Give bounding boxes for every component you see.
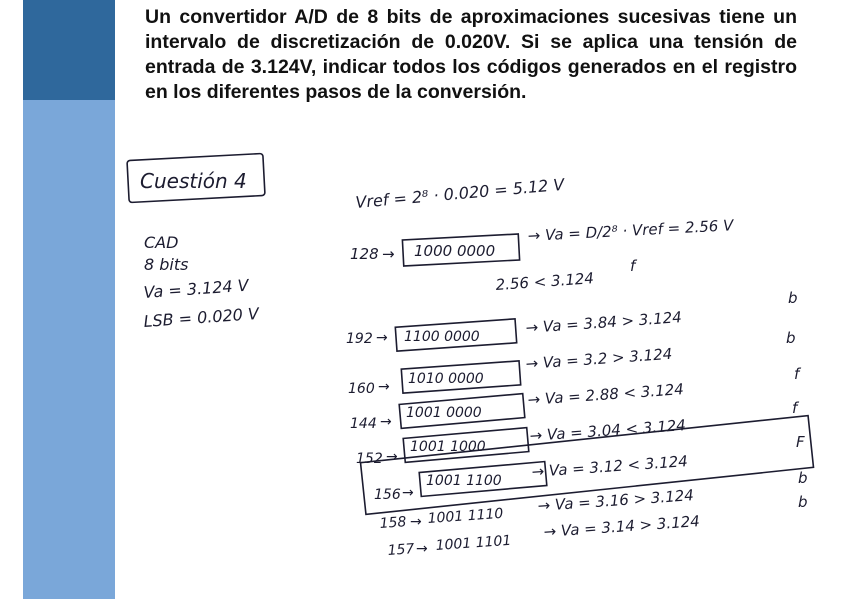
step-7-code: 1001 1110 [427, 505, 504, 527]
svg-text:→: → [416, 541, 428, 557]
step-8-code: 1001 1101 [435, 532, 512, 554]
step-5-dec: 152 [356, 451, 383, 467]
handwritten-solution [118, 143, 815, 563]
step-3-dec: 160 [348, 381, 375, 397]
left-line-3: Va = 3.124 V [142, 275, 250, 302]
step-6-code: 1001 1100 [426, 473, 502, 489]
step-5-result: → Va = 3.04 < 3.124 [529, 416, 687, 445]
compare-line: 2.56 < 3.124 [495, 269, 595, 294]
sidebar-accent-light [23, 100, 115, 599]
step-4-result: → Va = 2.88 < 3.124 [527, 380, 685, 409]
step-1-code: 1000 0000 [414, 242, 496, 260]
step-4-code: 1001 0000 [406, 405, 482, 421]
step-6-dec: 156 [374, 487, 401, 503]
svg-text:→: → [376, 330, 388, 346]
step-5-code: 1001 1000 [410, 439, 486, 455]
step-4-dec: 144 [350, 416, 377, 432]
step-6-mark: F [796, 433, 805, 451]
left-line-4: LSB = 0.020 V [142, 303, 260, 331]
svg-text:→: → [410, 514, 422, 530]
left-line-1: CAD [144, 233, 179, 252]
compare-mark: f [630, 257, 636, 275]
va-formula: → Va = D/2⁸ · Vref = 2.56 V [527, 216, 734, 245]
step-3-code: 1010 0000 [408, 371, 484, 387]
step-2-code: 1100 0000 [404, 329, 480, 345]
step-1-dec: 128 [350, 245, 379, 263]
step-7-result: → Va = 3.16 > 3.124 [537, 486, 695, 515]
step-7-dec: 158 [379, 514, 407, 532]
step-2-dec: 192 [346, 331, 373, 347]
step-8-result: → Va = 3.14 > 3.124 [543, 512, 701, 541]
svg-text:→: → [380, 414, 392, 430]
svg-text:→: → [402, 485, 414, 501]
step-3-mark: b [786, 329, 796, 347]
svg-text:→: → [378, 379, 390, 395]
svg-text:→: → [386, 449, 398, 465]
step-2-mark: b [788, 289, 798, 307]
question-text: Un convertidor A/D de 8 bits de aproximaciones sucesivas tiene un intervalo de discretización de 0.020V. Si se aplica una tensión de entrada de 3.124V, indicar todos los códigos generados en el registro en los diferentes pasos de la conversión. [145, 6, 797, 103]
step-2-result: → Va = 3.84 > 3.124 [525, 308, 683, 337]
step-7-mark: b [798, 469, 808, 487]
step-5-mark: f [792, 399, 798, 417]
step-8-dec: 157 [387, 541, 415, 559]
svg-text:→: → [382, 245, 395, 263]
step-4-mark: f [794, 365, 800, 383]
title-label: Cuestión 4 [140, 169, 247, 193]
left-line-2: 8 bits [144, 255, 189, 274]
step-6-result: → Va = 3.12 < 3.124 [531, 452, 689, 481]
step-3-result: → Va = 3.2 > 3.124 [525, 344, 673, 373]
vref-line: Vref = 2⁸ · 0.020 = 5.12 V [354, 174, 566, 212]
sidebar-accent-dark [23, 0, 115, 100]
step-8-mark: b [798, 493, 808, 511]
